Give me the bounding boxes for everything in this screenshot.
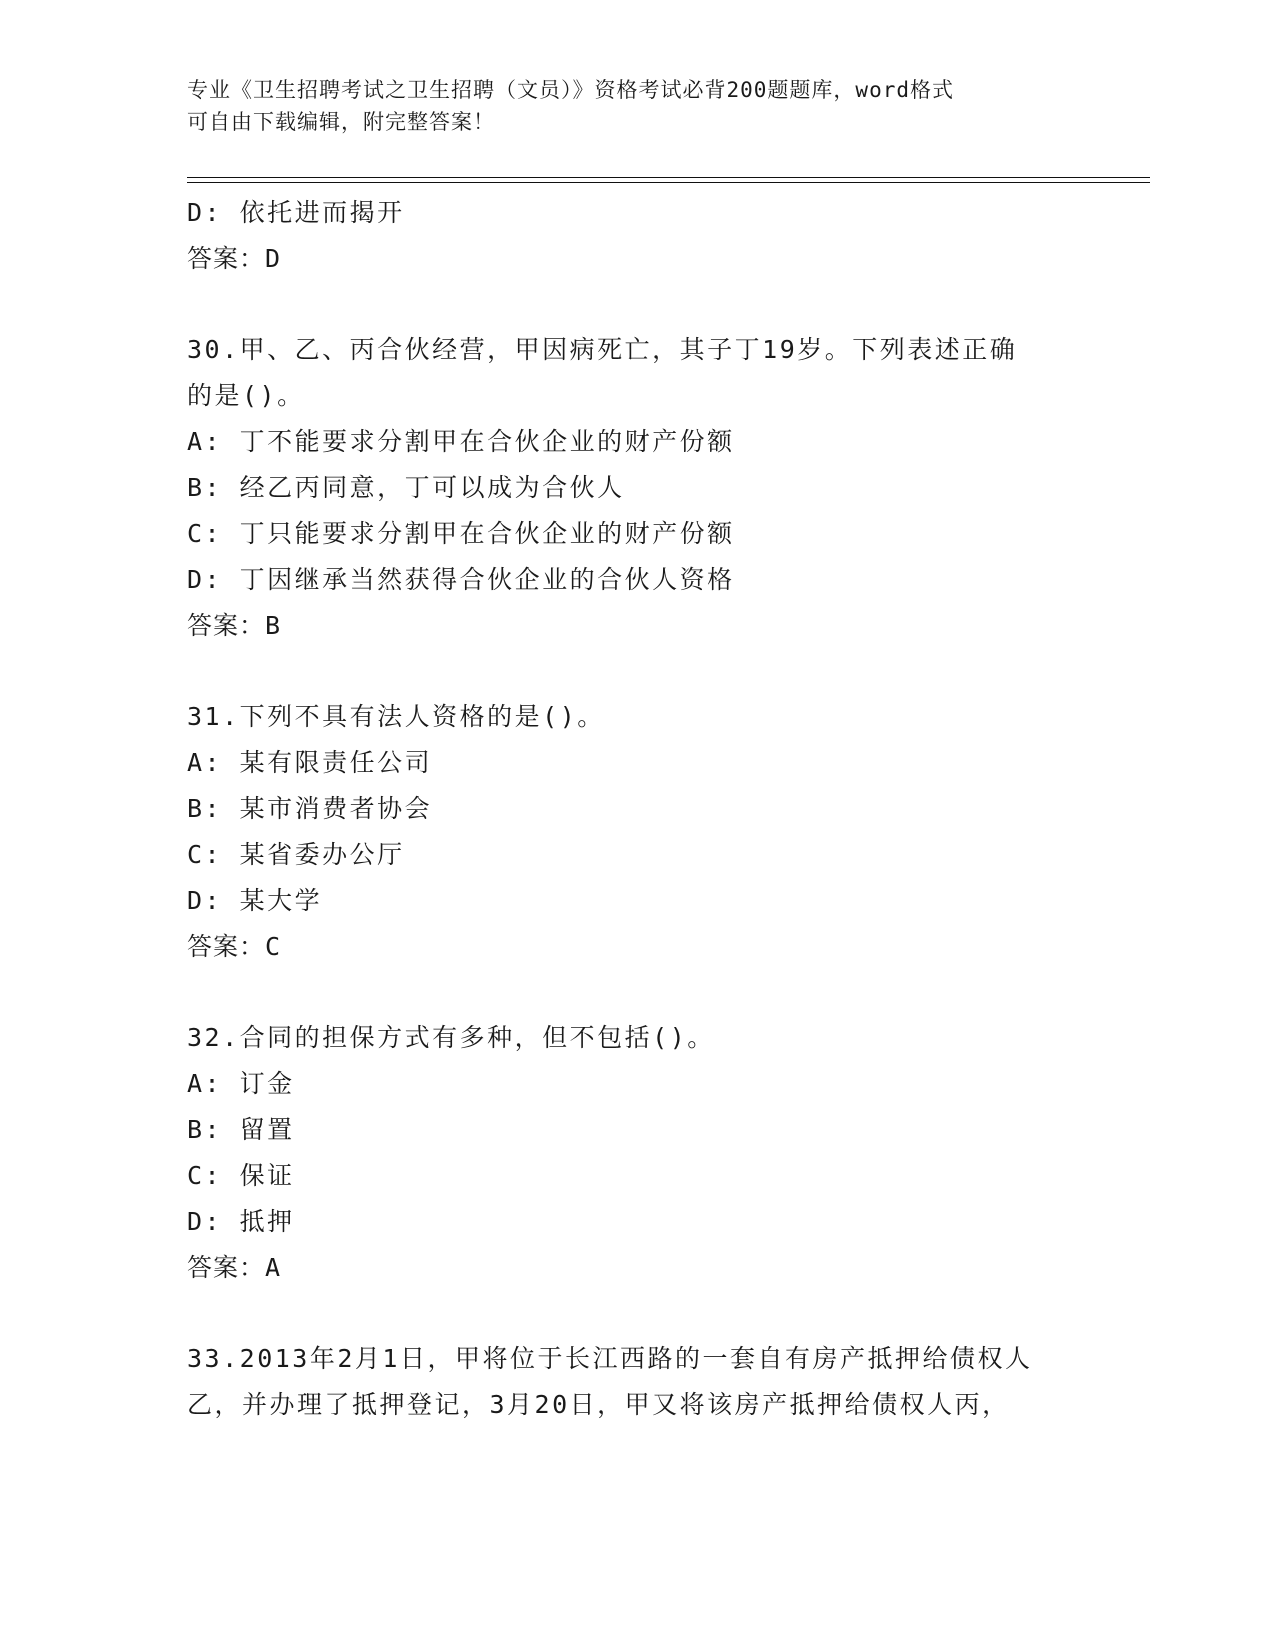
answer: 答案：B (187, 611, 282, 640)
question-stem-cont: 乙，并办理了抵押登记，3月20日，甲又将该房产抵押给债权人丙， (187, 1390, 1010, 1419)
question-stem-cont: 的是()。 (187, 381, 305, 410)
option-d: D: 依托进而揭开 (187, 198, 405, 227)
document-header (187, 74, 1087, 138)
question-stem: 33.2013年2月1日，甲将位于长江西路的一套自有房产抵押给债权人 (187, 1344, 1033, 1373)
answer: 答案：A (187, 1253, 282, 1282)
option-d: D: 抵押 (187, 1207, 295, 1236)
question-stem: 31.下列不具有法人资格的是()。 (187, 702, 605, 731)
question-stem: 30.甲、乙、丙合伙经营，甲因病死亡，其子丁19岁。下列表述正确 (187, 335, 1018, 364)
question-33 (187, 1336, 1087, 1428)
option-c: C: 丁只能要求分割甲在合伙企业的财产份额 (187, 519, 735, 548)
header-line-2: 可自由下载编辑，附完整答案！ (187, 110, 495, 134)
option-b: B: 某市消费者协会 (187, 794, 433, 823)
answer: 答案：C (187, 932, 282, 961)
question-30 (187, 327, 1087, 649)
option-c: C: 某省委办公厅 (187, 840, 405, 869)
header-divider-top (187, 177, 1150, 178)
option-a: A: 某有限责任公司 (187, 748, 433, 777)
option-c: C: 保证 (187, 1161, 295, 1190)
option-a: A: 订金 (187, 1069, 295, 1098)
option-b: B: 经乙丙同意，丁可以成为合伙人 (187, 473, 625, 502)
header-line-1: 专业《卫生招聘考试之卫生招聘（文员）》资格考试必背200题题库，word格式 (187, 78, 954, 102)
option-b: B: 留置 (187, 1115, 295, 1144)
header-divider-bottom (187, 182, 1150, 183)
question-stem: 32.合同的担保方式有多种，但不包括()。 (187, 1023, 715, 1052)
question-32 (187, 1015, 1087, 1291)
option-d: D: 某大学 (187, 886, 323, 915)
question-list (187, 190, 1087, 1428)
option-a: A: 丁不能要求分割甲在合伙企业的财产份额 (187, 427, 735, 456)
question-31 (187, 694, 1087, 970)
option-d: D: 丁因继承当然获得合伙企业的合伙人资格 (187, 565, 735, 594)
question-29 (187, 190, 1087, 282)
answer: 答案：D (187, 244, 282, 273)
